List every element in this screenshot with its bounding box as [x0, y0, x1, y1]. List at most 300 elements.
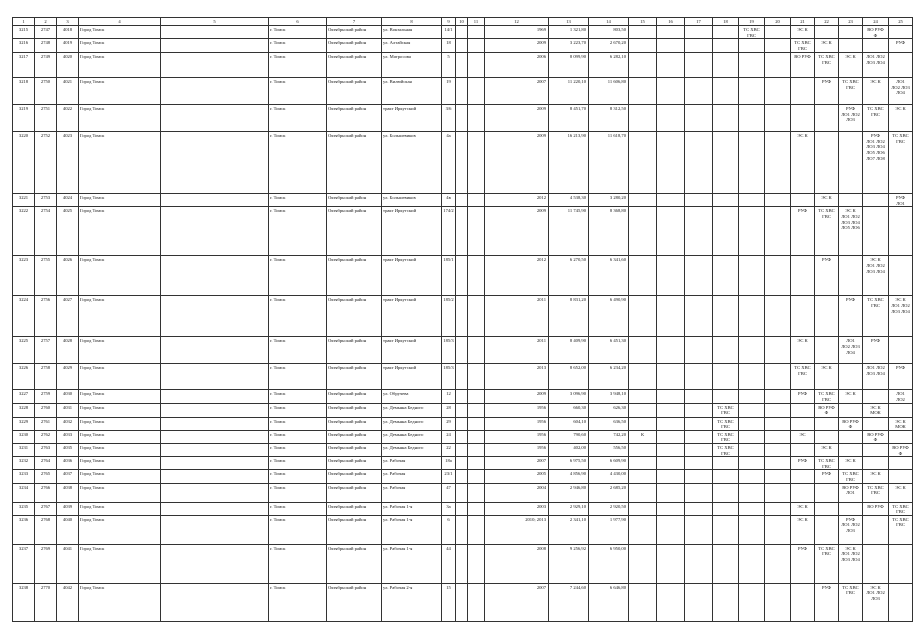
work-cell-17 [685, 296, 713, 337]
work-cell-20 [765, 470, 791, 483]
house-number: 47 [442, 483, 456, 502]
work-cell-23: ЭС К ЛО1 ЛО2 ЛО3 ЛО4 ЛО5 ЛО6 [839, 207, 863, 256]
work-cell-22 [815, 430, 839, 443]
row-number: 3225 [13, 337, 35, 364]
street: тракт Иркутский [382, 296, 442, 337]
blank-cell [468, 296, 485, 337]
work-cell-21 [791, 443, 815, 456]
work-cell-22 [815, 337, 839, 364]
work-cell-20 [765, 417, 791, 430]
blank-cell [456, 256, 468, 296]
work-cell-21: ЭС К [791, 26, 815, 39]
street: ул. Рабочая [382, 470, 442, 483]
work-cell-15 [629, 296, 657, 337]
work-cell-16 [657, 403, 685, 417]
work-cell-19 [739, 105, 765, 132]
work-cell-20 [765, 39, 791, 53]
street: ул. Рабочая [382, 457, 442, 470]
work-cell-25 [889, 403, 913, 417]
record-id: 2769 [35, 544, 57, 583]
blank-cell [456, 515, 468, 544]
column-header-21: 21 [791, 18, 815, 26]
work-cell-15 [629, 26, 657, 39]
column-header-17: 17 [685, 18, 713, 26]
row-number: 3221 [13, 194, 35, 207]
column-header-16: 16 [657, 18, 685, 26]
house-number: 23/1 [442, 470, 456, 483]
work-cell-22 [815, 417, 839, 430]
table-row [13, 207, 913, 256]
table-row [13, 132, 913, 194]
street: ул. Большевиков [382, 194, 442, 207]
work-cell-25: ТС ХВС ГВС [889, 132, 913, 194]
record-id: 2750 [35, 78, 57, 105]
object-code: 4027 [57, 296, 79, 337]
work-cell-23: ЭС К [839, 457, 863, 470]
build-year: 1956 [485, 403, 549, 417]
blank-cell [161, 544, 269, 583]
table-row [13, 256, 913, 296]
work-cell-24: РУФ ЛО1 ЛО2 ЛО3 ЛО4 ЛО5 ЛО6 ЛО7 ЛО8 [863, 132, 889, 194]
work-cell-25 [889, 207, 913, 256]
blank-cell [468, 544, 485, 583]
house-number: 29 [442, 417, 456, 430]
work-cell-23: РУФ ЛО1 ЛО2 ЛО3 [839, 515, 863, 544]
work-cell-17 [685, 39, 713, 53]
municipality: Город Томск [79, 39, 161, 53]
work-cell-20 [765, 583, 791, 621]
blank-cell [456, 443, 468, 456]
work-cell-25: ЭС К [889, 483, 913, 502]
settlement: г. Томск [269, 515, 327, 544]
total-area: 9 256,92 [549, 544, 589, 583]
work-cell-24: ЭС К МОК [863, 403, 889, 417]
work-cell-18 [713, 337, 739, 364]
work-cell-22: РУФ [815, 470, 839, 483]
work-cell-18 [713, 483, 739, 502]
work-cell-16 [657, 390, 685, 403]
column-header-19: 19 [739, 18, 765, 26]
table-row [13, 502, 913, 515]
work-cell-25 [889, 53, 913, 78]
work-cell-17 [685, 390, 713, 403]
work-cell-22 [815, 502, 839, 515]
total-area: 660,30 [549, 403, 589, 417]
work-cell-21 [791, 105, 815, 132]
blank-cell [456, 39, 468, 53]
work-cell-23: ВО РУФ Ф [839, 417, 863, 430]
blank-cell [456, 207, 468, 256]
settlement: г. Томск [269, 364, 327, 390]
work-cell-19 [739, 256, 765, 296]
house-number: 22 [442, 443, 456, 456]
blank-cell [161, 26, 269, 39]
work-cell-22: РУФ [815, 256, 839, 296]
work-cell-24: ТС ХВС ГВС [863, 483, 889, 502]
build-year: 2009 [485, 132, 549, 194]
blank-cell [161, 337, 269, 364]
street: ул. Рабочая 1-я [382, 515, 442, 544]
work-cell-21: РУФ [791, 457, 815, 470]
row-number: 3222 [13, 207, 35, 256]
work-cell-23: ЭС К [839, 390, 863, 403]
row-number: 3234 [13, 483, 35, 502]
total-area: 604,10 [549, 417, 589, 430]
column-header-25: 25 [889, 18, 913, 26]
settlement: г. Томск [269, 296, 327, 337]
work-cell-16 [657, 256, 685, 296]
municipality: Город Томск [79, 337, 161, 364]
settlement: г. Томск [269, 430, 327, 443]
work-cell-18 [713, 470, 739, 483]
object-code: 4029 [57, 364, 79, 390]
work-cell-22: ТС ХВС ГВС [815, 544, 839, 583]
work-cell-25 [889, 470, 913, 483]
blank-cell [468, 457, 485, 470]
record-id: 2751 [35, 105, 57, 132]
living-area: 803,50 [589, 26, 629, 39]
table-row [13, 583, 913, 621]
blank-cell [456, 194, 468, 207]
register-table [12, 17, 913, 622]
object-code: 4038 [57, 483, 79, 502]
house-number: 15 [442, 583, 456, 621]
house-number: 24 [442, 430, 456, 443]
blank-cell [468, 470, 485, 483]
work-cell-24: ВО РУФ [863, 502, 889, 515]
street: ул. Матросова [382, 53, 442, 78]
work-cell-22 [815, 515, 839, 544]
column-header-11: 11 [468, 18, 485, 26]
row-number: 3230 [13, 430, 35, 443]
column-header-4: 4 [79, 18, 161, 26]
record-id: 2748 [35, 39, 57, 53]
blank-cell [161, 403, 269, 417]
build-year: 2012 [485, 194, 549, 207]
table-row [13, 105, 913, 132]
blank-cell [456, 78, 468, 105]
work-cell-15 [629, 105, 657, 132]
municipality: Город Томск [79, 105, 161, 132]
work-cell-24 [863, 207, 889, 256]
work-cell-15 [629, 390, 657, 403]
work-cell-25: ТС ХВС ГВС [889, 502, 913, 515]
work-cell-24 [863, 443, 889, 456]
work-cell-18 [713, 207, 739, 256]
blank-cell [161, 53, 269, 78]
work-cell-19 [739, 78, 765, 105]
settlement: г. Томск [269, 483, 327, 502]
settlement: г. Томск [269, 337, 327, 364]
work-cell-22 [815, 132, 839, 194]
table-row [13, 337, 913, 364]
living-area: 3 948,10 [589, 390, 629, 403]
work-cell-20 [765, 390, 791, 403]
work-cell-19 [739, 132, 765, 194]
row-number: 3228 [13, 403, 35, 417]
work-cell-23 [839, 26, 863, 39]
work-cell-17 [685, 194, 713, 207]
row-number: 3216 [13, 39, 35, 53]
settlement: г. Томск [269, 256, 327, 296]
column-header-18: 18 [713, 18, 739, 26]
work-cell-17 [685, 470, 713, 483]
municipality: Город Томск [79, 53, 161, 78]
column-header-2: 2 [35, 18, 57, 26]
total-area: 7 244,60 [549, 583, 589, 621]
total-area: 6 975,50 [549, 457, 589, 470]
work-cell-20 [765, 26, 791, 39]
work-cell-15 [629, 194, 657, 207]
row-number: 3217 [13, 53, 35, 78]
work-cell-16 [657, 483, 685, 502]
work-cell-24: ВО РУФ Ф [863, 430, 889, 443]
municipality: Город Томск [79, 502, 161, 515]
work-cell-22: ТС ХВС ГВС [815, 53, 839, 78]
work-cell-16 [657, 78, 685, 105]
work-cell-24: ЭС К [863, 78, 889, 105]
work-cell-21: ТС ХВС ГВС [791, 364, 815, 390]
row-number: 3227 [13, 390, 35, 403]
work-cell-19 [739, 483, 765, 502]
work-cell-21 [791, 296, 815, 337]
row-number: 3223 [13, 256, 35, 296]
living-area: 6 950,00 [589, 544, 629, 583]
work-cell-19 [739, 390, 765, 403]
object-code: 4025 [57, 207, 79, 256]
work-cell-15 [629, 39, 657, 53]
work-cell-15 [629, 256, 657, 296]
blank-cell [161, 78, 269, 105]
work-cell-17 [685, 544, 713, 583]
column-header-5: 5 [161, 18, 269, 26]
blank-cell [468, 364, 485, 390]
blank-cell [468, 430, 485, 443]
work-cell-23 [839, 256, 863, 296]
work-cell-16 [657, 337, 685, 364]
house-number: 18а [442, 457, 456, 470]
blank-cell [468, 515, 485, 544]
work-cell-21: РУФ [791, 390, 815, 403]
record-id: 2765 [35, 470, 57, 483]
build-year: 2003 [485, 502, 549, 515]
district: Октябрьский район [327, 105, 382, 132]
work-cell-18 [713, 39, 739, 53]
work-cell-20 [765, 296, 791, 337]
settlement: г. Томск [269, 403, 327, 417]
settlement: г. Томск [269, 39, 327, 53]
blank-cell [161, 457, 269, 470]
table-row [13, 39, 913, 53]
living-area: 2 670,20 [589, 39, 629, 53]
record-id: 2747 [35, 26, 57, 39]
street: ул. Демьяна Бедного [382, 403, 442, 417]
work-cell-18: ТС ХВС ГВС [713, 403, 739, 417]
object-code: 4041 [57, 544, 79, 583]
work-cell-25: ЭС К МОК [889, 417, 913, 430]
table-row [13, 296, 913, 337]
total-area: 402,00 [549, 443, 589, 456]
blank-cell [161, 483, 269, 502]
total-area: 2 341,10 [549, 515, 589, 544]
work-cell-25: ЭС К ЛО1 ЛО2 ЛО3 ЛО4 [889, 296, 913, 337]
work-cell-23 [839, 403, 863, 417]
work-cell-18 [713, 256, 739, 296]
total-area: 4 538,30 [549, 194, 589, 207]
living-area: 556,50 [589, 443, 629, 456]
blank-cell [456, 583, 468, 621]
settlement: г. Томск [269, 132, 327, 194]
district: Октябрьский район [327, 207, 382, 256]
work-cell-18 [713, 390, 739, 403]
column-header-20: 20 [765, 18, 791, 26]
record-id: 2760 [35, 403, 57, 417]
build-year: 1956 [485, 443, 549, 456]
work-cell-17 [685, 256, 713, 296]
work-cell-19 [739, 403, 765, 417]
blank-cell [468, 207, 485, 256]
work-cell-21 [791, 194, 815, 207]
record-id: 2757 [35, 337, 57, 364]
blank-cell [161, 194, 269, 207]
work-cell-21: ЭС [791, 430, 815, 443]
work-cell-15 [629, 483, 657, 502]
blank-cell [468, 390, 485, 403]
work-cell-16 [657, 502, 685, 515]
work-cell-16 [657, 207, 685, 256]
work-cell-15 [629, 132, 657, 194]
table-row [13, 390, 913, 403]
work-cell-20 [765, 544, 791, 583]
blank-cell [456, 132, 468, 194]
column-number-header [13, 18, 913, 26]
work-cell-22: ЭС К [815, 443, 839, 456]
build-year: 2008 [485, 544, 549, 583]
work-cell-21 [791, 417, 815, 430]
municipality: Город Томск [79, 296, 161, 337]
total-area: 8 099,90 [549, 53, 589, 78]
work-cell-21 [791, 483, 815, 502]
work-cell-20 [765, 194, 791, 207]
work-cell-15 [629, 417, 657, 430]
record-id: 2758 [35, 364, 57, 390]
settlement: г. Томск [269, 78, 327, 105]
work-cell-16 [657, 132, 685, 194]
total-area: 8 831,20 [549, 296, 589, 337]
work-cell-15 [629, 457, 657, 470]
work-cell-24: ТС ХВС ГВС [863, 296, 889, 337]
work-cell-21: ТС ХВС ГВС [791, 39, 815, 53]
house-number: 3а [442, 502, 456, 515]
object-code: 4039 [57, 502, 79, 515]
build-year: 2005 [485, 470, 549, 483]
house-number: 185/2 [442, 296, 456, 337]
record-id: 2767 [35, 502, 57, 515]
column-header-12: 12 [485, 18, 549, 26]
district: Октябрьский район [327, 544, 382, 583]
work-cell-18 [713, 515, 739, 544]
build-year: 2007 [485, 78, 549, 105]
living-area: 6 282,10 [589, 53, 629, 78]
column-header-23: 23 [839, 18, 863, 26]
municipality: Город Томск [79, 417, 161, 430]
work-cell-22 [815, 26, 839, 39]
blank-cell [456, 403, 468, 417]
work-cell-19 [739, 544, 765, 583]
work-cell-24 [863, 544, 889, 583]
work-cell-23: ЭС К [839, 53, 863, 78]
record-id: 2752 [35, 132, 57, 194]
blank-cell [468, 53, 485, 78]
blank-cell [161, 364, 269, 390]
blank-cell [468, 132, 485, 194]
record-id: 2756 [35, 296, 57, 337]
record-id: 2754 [35, 207, 57, 256]
municipality: Город Томск [79, 194, 161, 207]
district: Октябрьский район [327, 364, 382, 390]
living-area: 8 368,80 [589, 207, 629, 256]
work-cell-19 [739, 502, 765, 515]
district: Октябрьский район [327, 390, 382, 403]
work-cell-17 [685, 132, 713, 194]
work-cell-16 [657, 39, 685, 53]
blank-cell [468, 483, 485, 502]
blank-cell [468, 26, 485, 39]
blank-cell [456, 105, 468, 132]
district: Октябрьский район [327, 502, 382, 515]
living-area: 6 646,80 [589, 583, 629, 621]
work-cell-21 [791, 403, 815, 417]
municipality: Город Томск [79, 470, 161, 483]
house-number: 174/2 [442, 207, 456, 256]
total-area: 3 223,70 [549, 39, 589, 53]
work-cell-21 [791, 256, 815, 296]
house-number: 185/1 [442, 256, 456, 296]
work-cell-17 [685, 583, 713, 621]
district: Октябрьский район [327, 583, 382, 621]
register-sheet [12, 17, 910, 622]
record-id: 2761 [35, 417, 57, 430]
work-cell-20 [765, 443, 791, 456]
table-row [13, 443, 913, 456]
work-cell-25: ЛО1 ЛО2 ЛО3 ЛО4 [889, 78, 913, 105]
settlement: г. Томск [269, 26, 327, 39]
work-cell-15: К [629, 430, 657, 443]
work-cell-23: ТС ХВС ГВС [839, 583, 863, 621]
work-cell-19 [739, 296, 765, 337]
blank-cell [161, 390, 269, 403]
work-cell-16 [657, 457, 685, 470]
row-number: 3226 [13, 364, 35, 390]
work-cell-20 [765, 430, 791, 443]
living-area: 2 920,50 [589, 502, 629, 515]
column-header-13: 13 [549, 18, 589, 26]
blank-cell [161, 502, 269, 515]
municipality: Город Томск [79, 403, 161, 417]
work-cell-24 [863, 515, 889, 544]
work-cell-17 [685, 26, 713, 39]
work-cell-15 [629, 364, 657, 390]
total-area: 8 409,90 [549, 337, 589, 364]
settlement: г. Томск [269, 207, 327, 256]
work-cell-20 [765, 53, 791, 78]
work-cell-19 [739, 470, 765, 483]
street: ул. Демьяна Бедного [382, 430, 442, 443]
work-cell-16 [657, 470, 685, 483]
build-year: 2011 [485, 296, 549, 337]
municipality: Город Томск [79, 443, 161, 456]
work-cell-22: РУФ [815, 583, 839, 621]
